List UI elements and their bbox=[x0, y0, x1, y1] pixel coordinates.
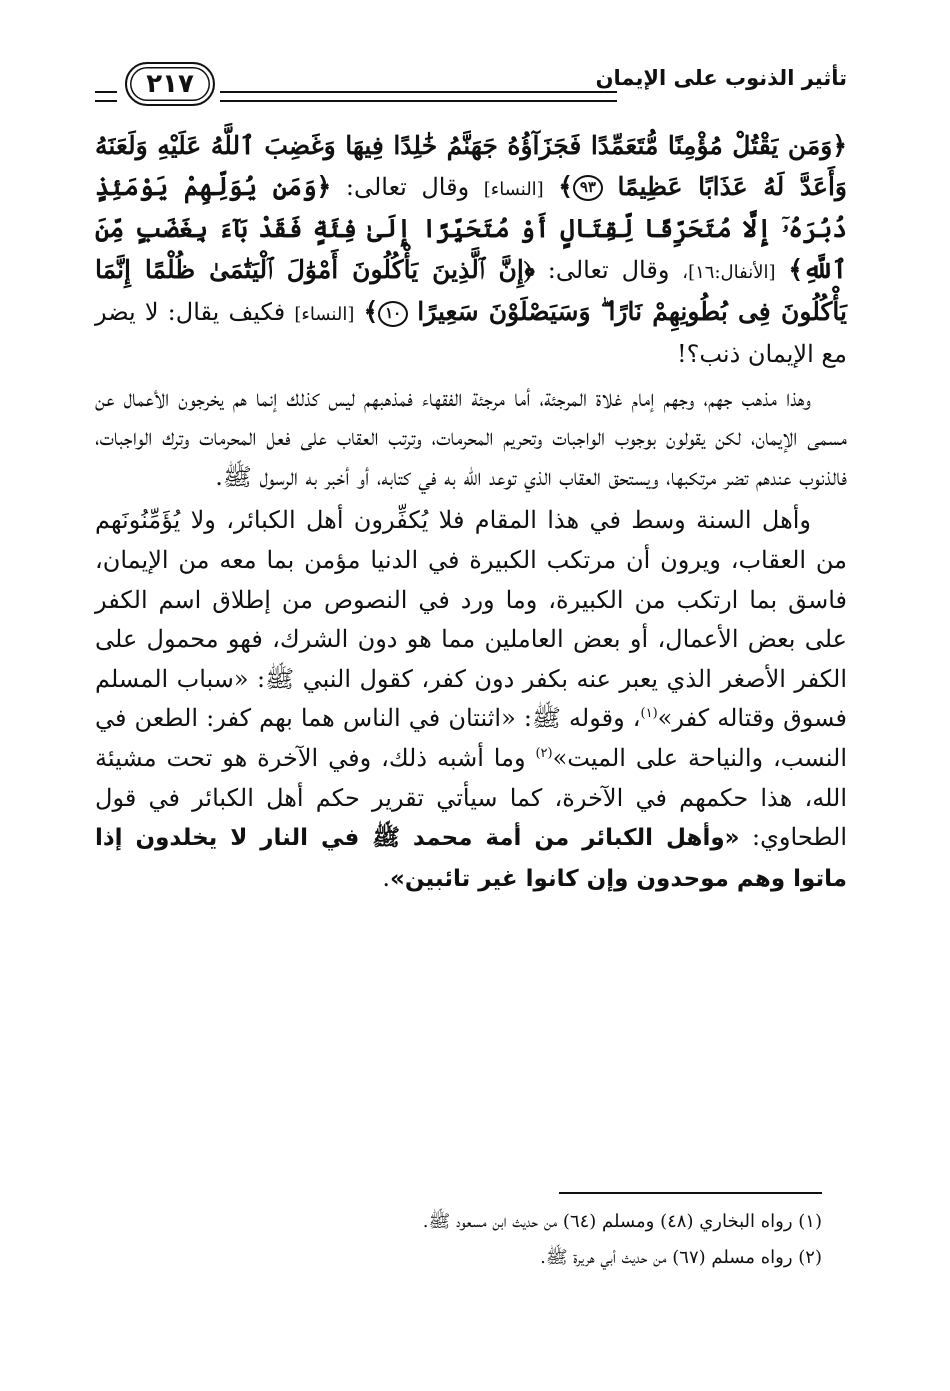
surah-citation: [النساء] bbox=[483, 178, 544, 200]
main-text bbox=[95, 126, 847, 899]
paragraph-1 bbox=[95, 126, 847, 375]
quran-close-bracket: ﴾ bbox=[558, 171, 573, 201]
header-rule-right bbox=[220, 91, 617, 102]
body-text: وقال تعالى: bbox=[547, 255, 670, 284]
body-text: ، وقوله ﷺ: «اثنتان في الناس هما بهم كفر: الطعن في النسب، والنياحة على الميت» bbox=[95, 704, 847, 772]
footnote-ref-1[interactable]: (١) bbox=[640, 706, 658, 722]
surah-citation: [الأنفال:١٦]، bbox=[682, 261, 776, 283]
footnote-2: (٢) رواه مسلم (٦٧) من حديث أبي هريرة ﷺ. bbox=[540, 1247, 822, 1268]
paragraph-2: وهذا مذهب جهم، وجهم إمام غلاة المرجئة، أما مرجئة الفقهاء فمذهبهم ليس كذلك إنما هم يخرجون الأعمال عن مسمى الإيمان، لكن يقولون بوجوب الواجبات وتحريم المحرمات، وترتب العقاب على فعل المحرمات وترك الواجبات، فالذنوب عندهم تضر مرتكبها، ويستحق العقاب الذي توعد الله به في كتابه، أو أخبر به الرسول ﷺ. bbox=[95, 383, 847, 491]
footnote-1: (١) رواه البخاري (٤٨) ومسلم (٦٤) من حديث ابن مسعود ﷺ. bbox=[422, 1211, 822, 1232]
footnotes bbox=[222, 1204, 822, 1276]
body-text: وما أشبه ذلك، وفي الآخرة هو تحت مشيئة الله، هذا حكمهم في الآخرة، كما سيأتي تقرير حكم أهل الكبائر في قول الطحاوي: bbox=[95, 743, 847, 852]
quran-verse: ﴿وَمَن يُوَلِّهِمْ يَوْمَئِذٍ دُبُرَهُۥٓ إِلَّا مُتَحَرِّفًا لِّقِتَالٍ أَوْ مُتَحَيِّزًا إِلَىٰ فِئَةٍ فَقَدْ بَآءَ بِغَضَبٍ مِّنَ ٱللَّهِ﴾ bbox=[95, 171, 847, 284]
body-text: وقال تعالى: bbox=[345, 172, 470, 201]
surah-citation: [النساء] bbox=[294, 304, 355, 326]
body-text: . bbox=[382, 863, 390, 892]
quran-close-bracket: ﴾ bbox=[363, 297, 379, 327]
paragraph-3 bbox=[95, 501, 847, 899]
body-text: فكيف يقال: لا يضر مع الإيمان ذنب؟! bbox=[95, 298, 847, 368]
page-number: ٢١٧ bbox=[125, 62, 215, 106]
quoted-text-tahawi: «وأهل الكبائر من أمة محمد ﷺ في النار لا يخلدون إذا ماتوا وهم موحدون وإن كانوا غير تائبين» bbox=[95, 825, 847, 892]
running-header-title: تأثير الذنوب على الإيمان bbox=[595, 66, 847, 90]
ayah-number-marker: ١٠ bbox=[378, 301, 408, 327]
header-rule-left bbox=[95, 91, 117, 102]
running-header bbox=[95, 60, 847, 108]
ayah-number-marker: ٩٣ bbox=[573, 175, 603, 201]
footnote-separator bbox=[559, 1192, 822, 1194]
footnote-ref-2[interactable]: (٢) bbox=[535, 745, 553, 761]
quran-verse: ﴿إِنَّ ٱلَّذِينَ يَأْكُلُونَ أَمْوَٰلَ ٱلْيَتَٰمَىٰ ظُلْمًا إِنَّمَا يَأْكُلُونَ فِى بُطُونِهِمْ نَارًا ۖ وَسَيَصْلَوْنَ سَعِيرًا bbox=[95, 254, 847, 327]
quran-verse: ﴿وَمَن يَقْتُلْ مُؤْمِنًا مُّتَعَمِّدًا فَجَزَآؤُهُ جَهَنَّمُ خَٰلِدًا فِيهَا وَغَضِبَ ٱللَّهُ عَلَيْهِ وَلَعَنَهُ وَأَعَدَّ لَهُ عَذَابًا عَظِيمًا bbox=[95, 131, 847, 201]
body-text: وأهل السنة وسط في هذا المقام فلا يُكفِّرون أهل الكبائر، ولا يُؤَمِّنُونَهم من العقاب، ويرون أن مرتكب الكبيرة في الدنيا مؤمن بما معه من الإيمان، فاسق بما ارتكب من الكبيرة، وما ورد في النصوص من إطلاق اسم الكفر على بعض الأعمال، أو بعض العاملين مما هو دون الشرك، فهو محمول على الكفر الأصغر الذي يعبر عنه بكفر دون كفر، كقول النبي ﷺ: «سباب المسلم فسوق وقتاله كفر» bbox=[95, 506, 847, 733]
